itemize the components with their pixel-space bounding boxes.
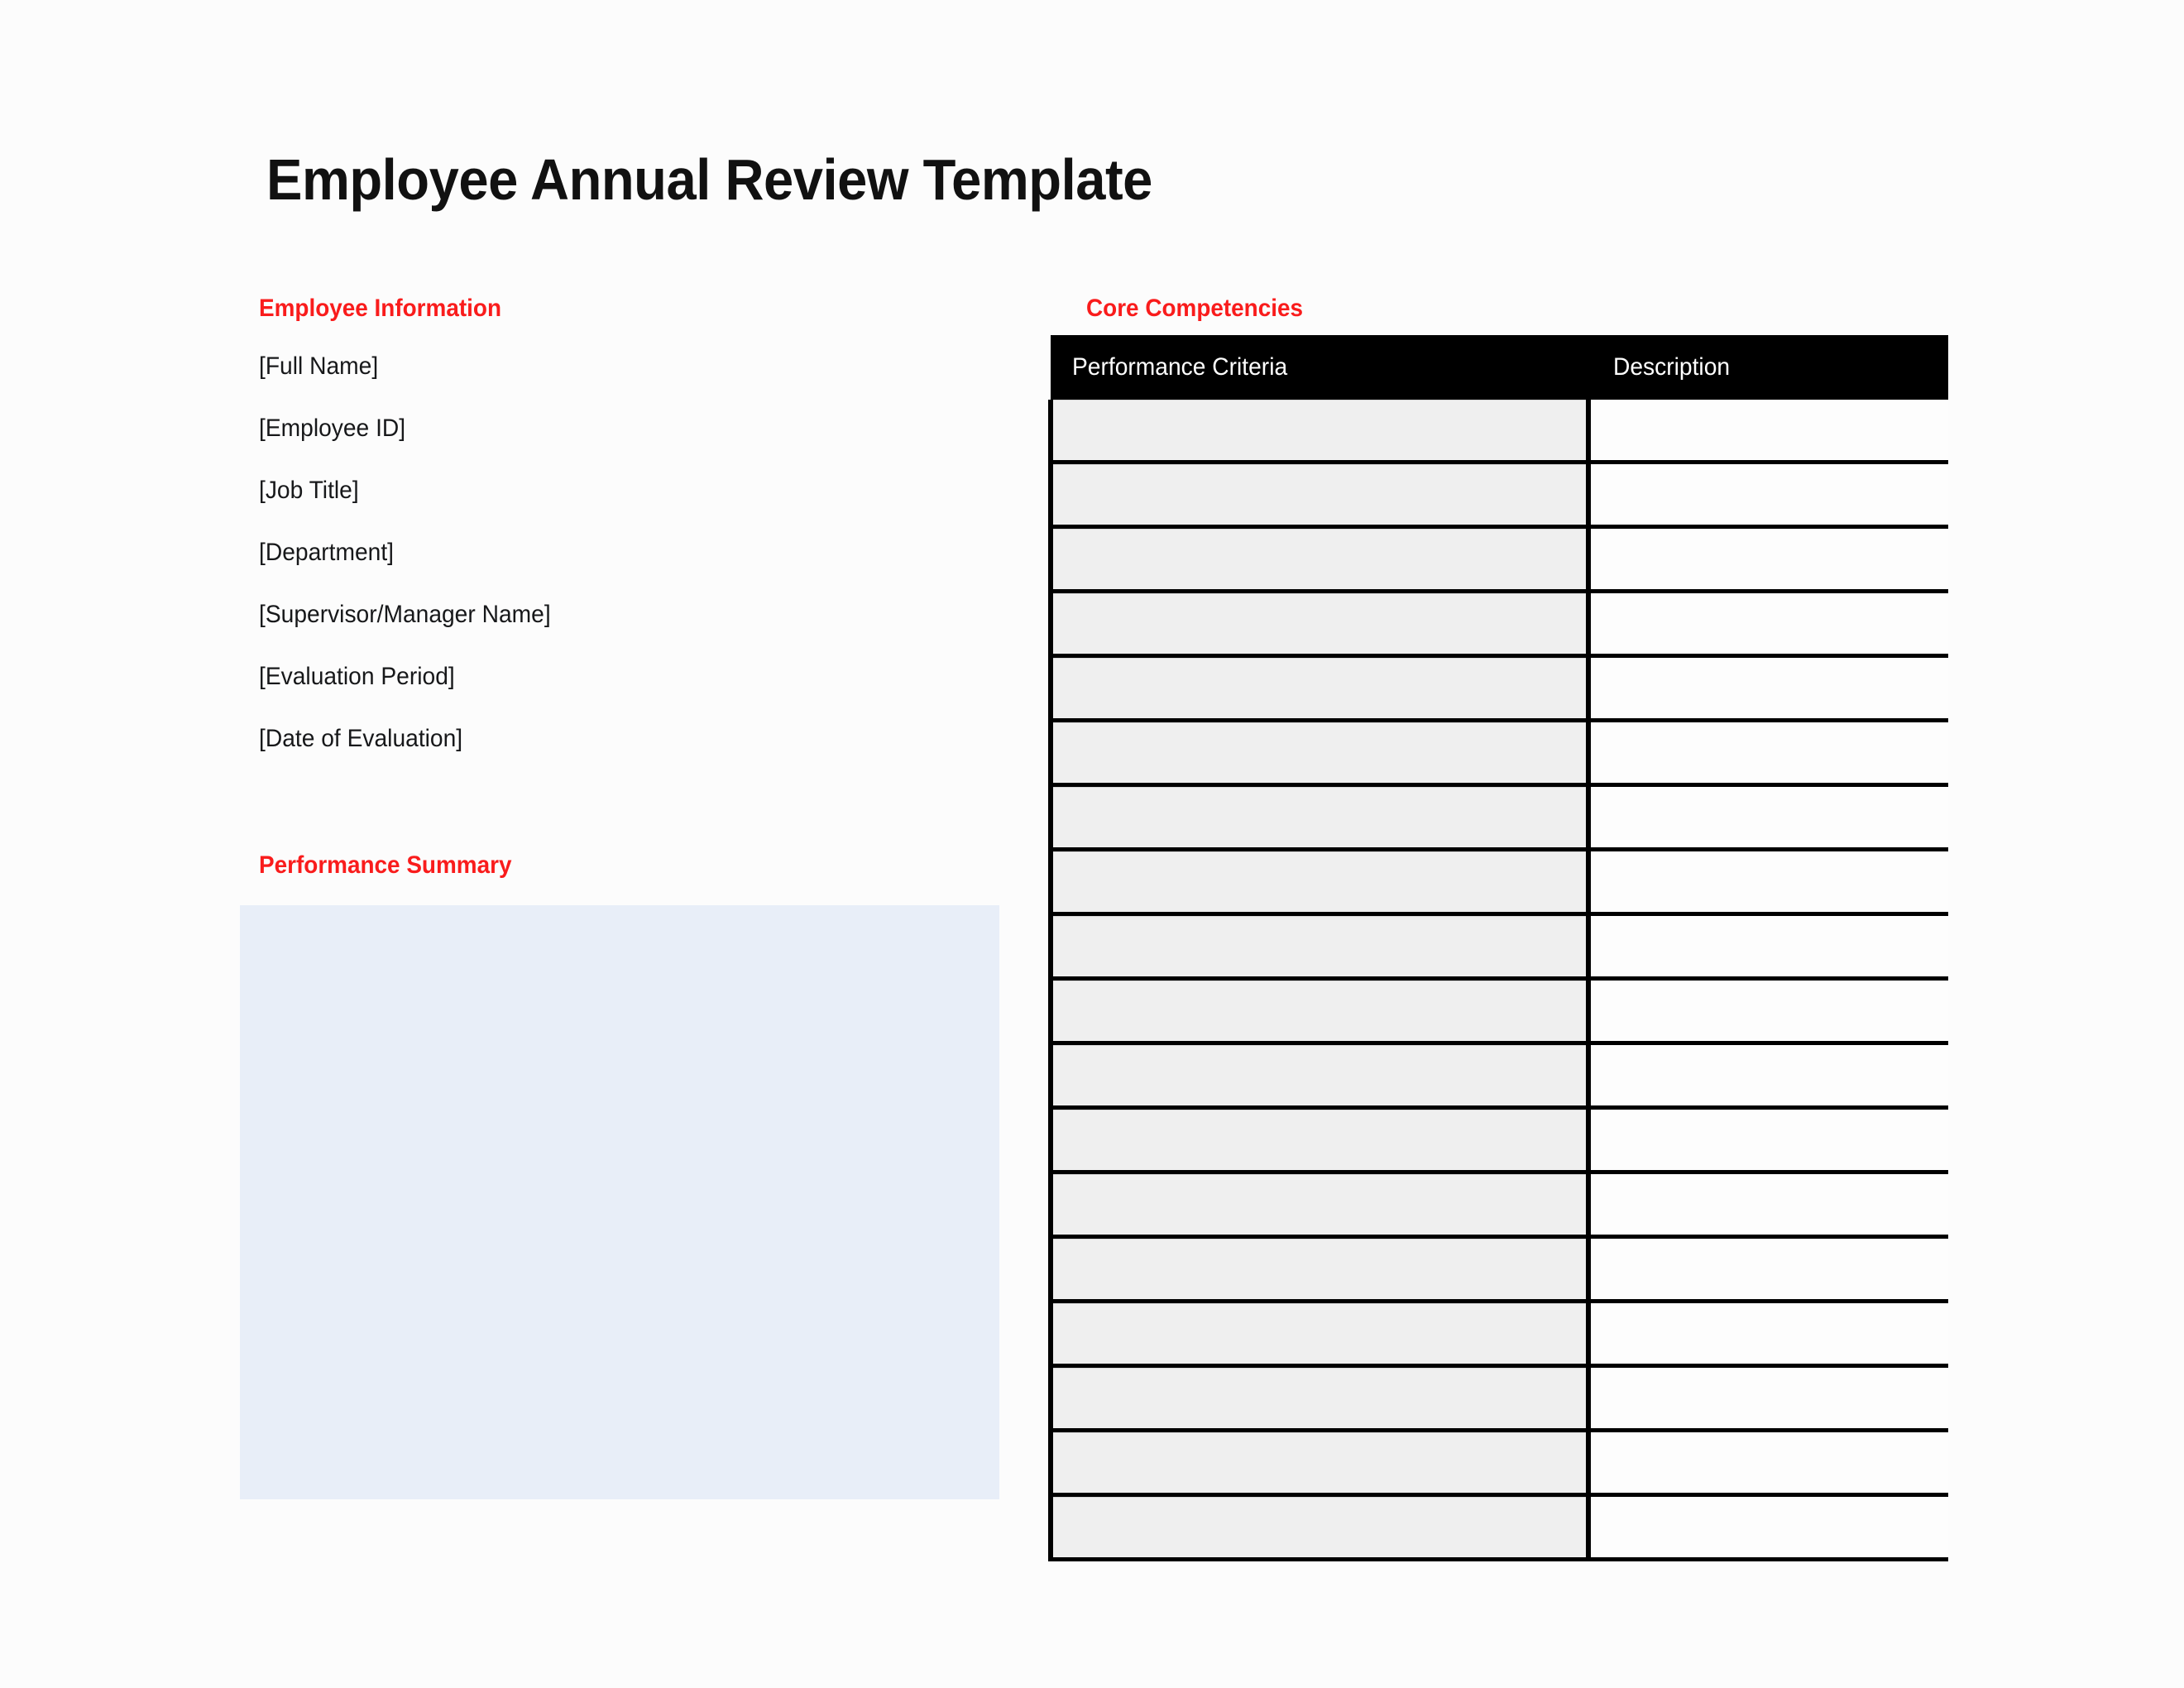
cell-description[interactable]	[1588, 1237, 1948, 1302]
cell-description[interactable]	[1588, 721, 1948, 785]
cell-performance-criteria[interactable]	[1051, 721, 1588, 785]
field-department[interactable]: [Department]	[259, 539, 395, 566]
table-row	[1051, 400, 1948, 463]
table-row	[1051, 1043, 1948, 1108]
table-row	[1051, 721, 1948, 785]
table-header-row	[1051, 335, 1948, 400]
table-row	[1051, 1302, 1948, 1366]
table-row	[1051, 850, 1948, 914]
table-row	[1051, 656, 1948, 721]
cell-performance-criteria[interactable]	[1051, 1108, 1588, 1172]
cell-performance-criteria[interactable]	[1051, 1172, 1588, 1237]
table-row	[1051, 1172, 1948, 1237]
cell-description[interactable]	[1588, 656, 1948, 721]
column-header-performance-criteria	[1051, 335, 1588, 400]
cell-description[interactable]	[1588, 592, 1948, 656]
table-row	[1051, 592, 1948, 656]
column-header-description-label: Description	[1613, 353, 1731, 381]
cell-performance-criteria[interactable]	[1051, 527, 1588, 592]
core-competencies-heading: Core Competencies	[1086, 295, 1304, 322]
employee-information-field-list	[259, 352, 1003, 786]
cell-performance-criteria[interactable]	[1051, 1302, 1588, 1366]
table-row	[1051, 914, 1948, 979]
cell-description[interactable]	[1588, 785, 1948, 850]
field-date-of-evaluation[interactable]: [Date of Evaluation]	[259, 725, 463, 752]
cell-description[interactable]	[1588, 1495, 1948, 1560]
cell-performance-criteria[interactable]	[1051, 785, 1588, 850]
cell-description[interactable]	[1588, 914, 1948, 979]
table-row	[1051, 1495, 1948, 1560]
cell-description[interactable]	[1588, 463, 1948, 527]
performance-summary-textbox[interactable]	[240, 905, 999, 1499]
cell-performance-criteria[interactable]	[1051, 850, 1588, 914]
cell-description[interactable]	[1588, 1043, 1948, 1108]
cell-performance-criteria[interactable]	[1051, 656, 1588, 721]
cell-description[interactable]	[1588, 400, 1948, 463]
table-header	[1051, 335, 1948, 400]
table-row	[1051, 1237, 1948, 1302]
cell-performance-criteria[interactable]	[1051, 1366, 1588, 1431]
table-row	[1051, 1431, 1948, 1495]
cell-description[interactable]	[1588, 527, 1948, 592]
performance-summary-heading: Performance Summary	[259, 851, 512, 879]
field-evaluation-period[interactable]: [Evaluation Period]	[259, 663, 455, 690]
cell-description[interactable]	[1588, 1302, 1948, 1366]
field-employee-id[interactable]: [Employee ID]	[259, 415, 406, 442]
cell-description[interactable]	[1588, 1172, 1948, 1237]
cell-performance-criteria[interactable]	[1051, 1495, 1588, 1560]
table-row	[1051, 463, 1948, 527]
table-row	[1051, 785, 1948, 850]
cell-description[interactable]	[1588, 979, 1948, 1043]
cell-performance-criteria[interactable]	[1051, 463, 1588, 527]
cell-performance-criteria[interactable]	[1051, 914, 1588, 979]
table-row	[1051, 1366, 1948, 1431]
column-header-description	[1588, 335, 1948, 400]
field-job-title[interactable]: [Job Title]	[259, 477, 359, 504]
cell-description[interactable]	[1588, 1431, 1948, 1495]
field-supervisor-name[interactable]: [Supervisor/Manager Name]	[259, 601, 551, 628]
table-row	[1051, 1108, 1948, 1172]
column-header-performance-criteria-label: Performance Criteria	[1072, 353, 1288, 381]
table-row	[1051, 979, 1948, 1043]
cell-performance-criteria[interactable]	[1051, 400, 1588, 463]
cell-description[interactable]	[1588, 850, 1948, 914]
cell-performance-criteria[interactable]	[1051, 1237, 1588, 1302]
cell-performance-criteria[interactable]	[1051, 1431, 1588, 1495]
cell-description[interactable]	[1588, 1366, 1948, 1431]
cell-performance-criteria[interactable]	[1051, 592, 1588, 656]
table-row	[1051, 527, 1948, 592]
cell-performance-criteria[interactable]	[1051, 979, 1588, 1043]
core-competencies-table	[1048, 335, 1948, 1561]
cell-description[interactable]	[1588, 1108, 1948, 1172]
field-full-name[interactable]: [Full Name]	[259, 352, 379, 380]
page-title: Employee Annual Review Template	[266, 146, 1152, 212]
table-body	[1051, 400, 1948, 1560]
cell-performance-criteria[interactable]	[1051, 1043, 1588, 1108]
employee-information-heading: Employee Information	[259, 295, 501, 322]
